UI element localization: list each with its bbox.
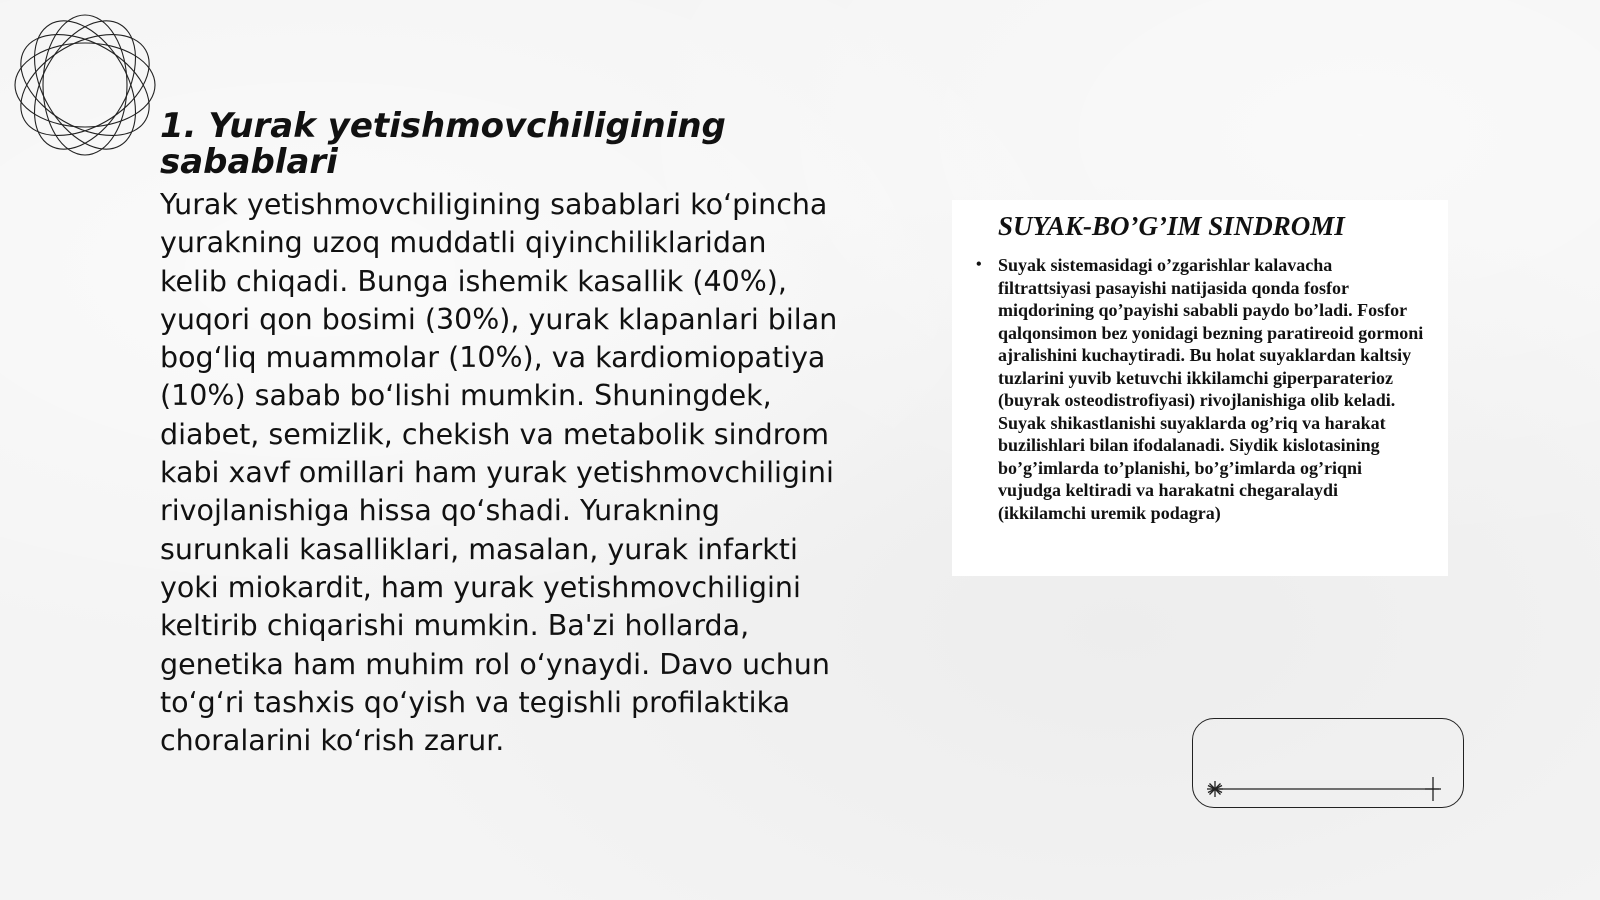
decorative-rounded-box xyxy=(1192,718,1464,808)
card-item-text: Suyak sistemasidagi o’zgarishlar kalavacha filtrattsiyasi pasayishi natijasida qonda fosfor miqdorining qo’payishi sababli paydo bo’ladi. Fosfor qalqonsimon bez yonidagi bezning paratireoid gormoni ajralishini kuchaytiradi. Bu holat suyaklardan kaltsiy tuzlarini yuvib ketuvchi ikkilamchi giperparaterioz (buyrak osteodistrofiyasi) rivojlanishiga olib keladi. Suyak shikastlanishi suyaklarda og’riq va harakat buzilishlari bilan ifodalanadi. Siydik kislotasining bo’g’imlarda to’planishi, bo’g’imlarda og’riqni vujudga keltiradi va harakatni chegaralaydi (ikkilamchi uremik podagra) xyxy=(998,255,1424,523)
slide-body-text: Yurak yetishmovchiligining sabablari koʻpincha yurakning uzoq muddatli qiyinchiliklaridan kelib chiqadi. Bunga ishemik kasallik (40%), yuqori qon bosimi (30%), yurak klapanlari bilan bogʻliq muammolar (10%), va kardiomiopatiya (10%) sabab boʻlishi mumkin. Shuningdek, diabet, semizlik, chekish va metabolik sindrom kabi xavf omillari ham yurak yetishmovchiligini rivojlanishiga hissa qoʻshadi. Yurakning surunkali kasalliklari, masalan, yurak infarkti yoki miokardit, ham yurak yetishmovchiligini keltirib chiqarishi mumkin. Ba'zi hollarda, genetika ham muhim rol oʻynaydi. Davo uchun toʻgʻri tashxis qoʻyish va tegishli profilaktika choralarini koʻrish zarur. xyxy=(160,188,838,758)
info-card xyxy=(952,200,1448,576)
decorative-line xyxy=(1193,719,1465,809)
slide-title: 1. Yurak yetishmovchiligining sabablari xyxy=(160,106,726,182)
card-list-item xyxy=(976,254,1426,524)
bullet-icon: • xyxy=(976,256,982,273)
circular-line-ornament-icon xyxy=(10,10,160,160)
card-title: SUYAK-BO’G’IM SINDROMI xyxy=(998,211,1345,241)
card-list xyxy=(976,254,1426,524)
starburst-icon xyxy=(1207,781,1223,797)
sparkle-icon xyxy=(1425,777,1441,801)
